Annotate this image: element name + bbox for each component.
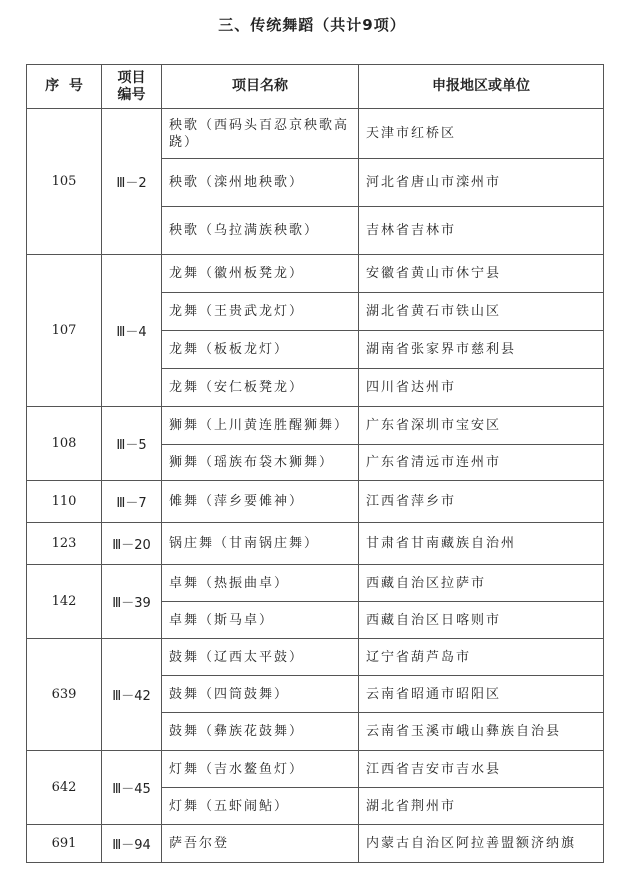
table-row (27, 109, 604, 159)
cell-project-name: 鼓舞（四筒鼓舞） (162, 676, 359, 713)
cell-project-name: 萨吾尔登 (162, 825, 359, 863)
cell-seq: 642 (27, 751, 102, 825)
heritage-table (26, 64, 604, 863)
cell-code: Ⅲ－42 (102, 639, 162, 751)
cell-region: 湖北省荆州市 (359, 788, 604, 825)
cell-region: 江西省吉安市吉水县 (359, 751, 604, 788)
cell-code: Ⅲ－39 (102, 565, 162, 639)
cell-code: Ⅲ－45 (102, 751, 162, 825)
table-row (27, 523, 604, 565)
cell-project-name: 秧歌（西码头百忍京秧歌高跷） (162, 109, 359, 159)
cell-seq: 691 (27, 825, 102, 863)
cell-seq: 110 (27, 481, 102, 523)
cell-project-name: 灯舞（吉水鳌鱼灯） (162, 751, 359, 788)
cell-region: 广东省清远市连州市 (359, 445, 604, 481)
table-row (27, 565, 604, 602)
cell-region: 辽宁省葫芦岛市 (359, 639, 604, 676)
cell-seq: 108 (27, 407, 102, 481)
cell-seq: 639 (27, 639, 102, 751)
header-row (27, 65, 604, 109)
cell-region: 广东省深圳市宝安区 (359, 407, 604, 445)
cell-project-name: 傩舞（萍乡要傩神） (162, 481, 359, 523)
cell-project-name: 灯舞（五虾闹鲇） (162, 788, 359, 825)
cell-code: Ⅲ－20 (102, 523, 162, 565)
cell-project-name: 龙舞（徽州板凳龙） (162, 255, 359, 293)
cell-code: Ⅲ－2 (102, 109, 162, 255)
cell-project-name: 锅庄舞（甘南锅庄舞） (162, 523, 359, 565)
cell-project-name: 鼓舞（辽西太平鼓） (162, 639, 359, 676)
cell-region: 湖北省黄石市铁山区 (359, 293, 604, 331)
cell-region: 四川省达州市 (359, 369, 604, 407)
header-seq: 序 号 (27, 65, 102, 109)
cell-project-name: 秧歌（乌拉满族秧歌） (162, 207, 359, 255)
cell-region: 甘肃省甘南藏族自治州 (359, 523, 604, 565)
cell-region: 吉林省吉林市 (359, 207, 604, 255)
cell-region: 天津市红桥区 (359, 109, 604, 159)
cell-region: 云南省昭通市昭阳区 (359, 676, 604, 713)
table-row (27, 751, 604, 788)
cell-seq: 105 (27, 109, 102, 255)
page-title: 三、传统舞蹈（共计9项） (218, 16, 406, 34)
cell-region: 云南省玉溪市峨山彝族自治县 (359, 713, 604, 751)
table-row (27, 255, 604, 293)
table-row (27, 639, 604, 676)
cell-project-name: 龙舞（安仁板凳龙） (162, 369, 359, 407)
header-code (102, 65, 162, 109)
cell-project-name: 龙舞（板板龙灯） (162, 331, 359, 369)
cell-project-name: 狮舞（上川黄连胜醒狮舞） (162, 407, 359, 445)
header-region: 申报地区或单位 (359, 65, 604, 109)
cell-project-name: 鼓舞（彝族花鼓舞） (162, 713, 359, 751)
cell-code: Ⅲ－4 (102, 255, 162, 407)
cell-project-name: 卓舞（斯马卓） (162, 602, 359, 639)
cell-region: 湖南省张家界市慈利县 (359, 331, 604, 369)
cell-region: 内蒙古自治区阿拉善盟额济纳旗 (359, 825, 604, 863)
cell-seq: 123 (27, 523, 102, 565)
cell-seq: 142 (27, 565, 102, 639)
table-body (27, 109, 604, 863)
cell-project-name: 狮舞（瑶族布袋木狮舞） (162, 445, 359, 481)
cell-project-name: 卓舞（热振曲卓） (162, 565, 359, 602)
header-code-line2: 编号 (117, 86, 146, 103)
cell-seq: 107 (27, 255, 102, 407)
cell-region: 安徽省黄山市休宁县 (359, 255, 604, 293)
cell-region: 河北省唐山市滦州市 (359, 159, 604, 207)
table-row (27, 481, 604, 523)
header-name: 项目名称 (162, 65, 359, 109)
cell-region: 西藏自治区日喀则市 (359, 602, 604, 639)
cell-project-name: 秧歌（滦州地秧歌） (162, 159, 359, 207)
cell-project-name: 龙舞（王贵武龙灯） (162, 293, 359, 331)
cell-region: 西藏自治区拉萨市 (359, 565, 604, 602)
table-row (27, 825, 604, 863)
cell-code: Ⅲ－5 (102, 407, 162, 481)
cell-code: Ⅲ－7 (102, 481, 162, 523)
cell-region: 江西省萍乡市 (359, 481, 604, 523)
cell-code: Ⅲ－94 (102, 825, 162, 863)
table-row (27, 407, 604, 445)
header-code-line1: 项目 (117, 69, 146, 86)
